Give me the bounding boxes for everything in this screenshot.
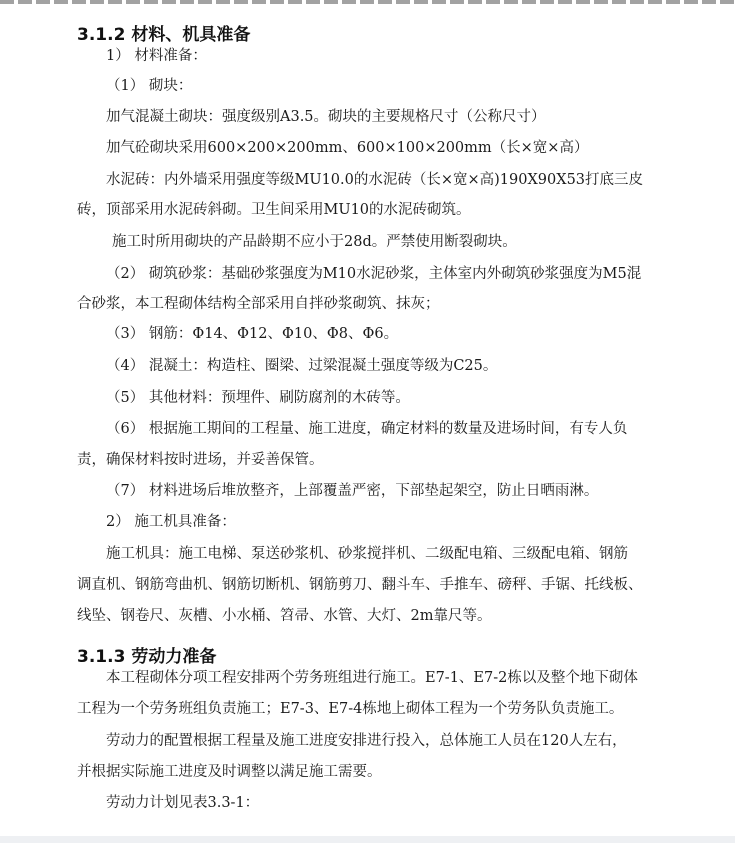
item6-line-1: （6） 根据施工期间的工程量、施工进度，确定材料的数量及进场时间，有专人负 (106, 421, 628, 437)
item5-other: （5） 其他材料：预埋件、刷防腐剂的木砖等。 (106, 390, 410, 406)
item7-storage: （7） 材料进场后堆放整齐，上部覆盖严密，下部垫起架空，防止日晒雨淋。 (106, 483, 599, 499)
machinery-line-2: 调直机、钢筋弯曲机、钢筋切断机、钢筋剪刀、翻斗车、手推车、磅秤、手锯、托线板、 (77, 577, 643, 593)
item3-rebar: （3） 钢筋：Φ14、Φ12、Φ10、Φ8、Φ6。 (106, 326, 399, 342)
materials-heading: 1） 材料准备： (106, 48, 207, 64)
cement-brick-line-1: 水泥砖：内外墙采用强度等级MU10.0的水泥砖（长×宽×高)190X90X53打底三皮 (106, 172, 644, 188)
labor-para2-line-2: 并根据实际施工进度及时调整以满足施工需要。 (77, 764, 382, 780)
labor-plan-reference: 劳动力计划见表3.3-1： (106, 795, 260, 811)
item1-heading: （1） 砌块： (106, 78, 193, 94)
item2-line-1: （2） 砌筑砂浆：基础砂浆强度为M10水泥砂浆，主体室内外砌筑砂浆强度为M5混 (106, 266, 642, 282)
section-3-1-2-title: 3.1.2 材料、机具准备 (77, 25, 251, 45)
aerated-block-sizes: 加气砼砌块采用600×200×200mm、600×100×200mm（长×宽×高） (106, 140, 589, 156)
labor-para1-line-1: 本工程砌体分项工程安排两个劳务班组进行施工。E7-1、E7-2栋以及整个地下砌体 (106, 670, 638, 686)
labor-para2-line-1: 劳动力的配置根据工程量及施工进度安排进行投入，总体施工人员在120人左右， (106, 733, 627, 749)
machinery-line-1: 施工机具：施工电梯、泵送砂浆机、砂浆搅拌机、二级配电箱、三级配电箱、钢筋 (106, 546, 628, 562)
previous-page-edge (0, 0, 735, 4)
aerated-block-line: 加气混凝土砌块：强度级别A3.5。砌块的主要规格尺寸（公称尺寸） (106, 109, 546, 125)
item2-line-2: 合砂浆，本工程砌体结构全部采用自拌砂浆砌筑、抹灰； (77, 296, 440, 312)
product-age-line: 施工时所用砌块的产品龄期不应小于28d。严禁使用断裂砌块。 (112, 234, 517, 250)
cement-brick-line-2: 砖，顶部采用水泥砖斜砌。卫生间采用MU10的水泥砖砌筑。 (77, 202, 471, 218)
machinery-heading: 2） 施工机具准备： (106, 514, 236, 530)
item4-concrete: （4） 混凝土：构造柱、圈梁、过梁混凝土强度等级为C25。 (106, 358, 498, 374)
page-bottom-gap (0, 836, 735, 843)
machinery-line-3: 线坠、钢卷尺、灰槽、小水桶、笤帚、水管、大灯、2m靠尺等。 (77, 608, 492, 624)
section-3-1-3-title: 3.1.3 劳动力准备 (77, 647, 217, 667)
labor-para1-line-2: 工程为一个劳务班组负责施工；E7-3、E7-4栋地上砌体工程为一个劳务队负责施工。 (77, 701, 624, 717)
item6-line-2: 责，确保材料按时进场，并妥善保管。 (77, 452, 324, 468)
